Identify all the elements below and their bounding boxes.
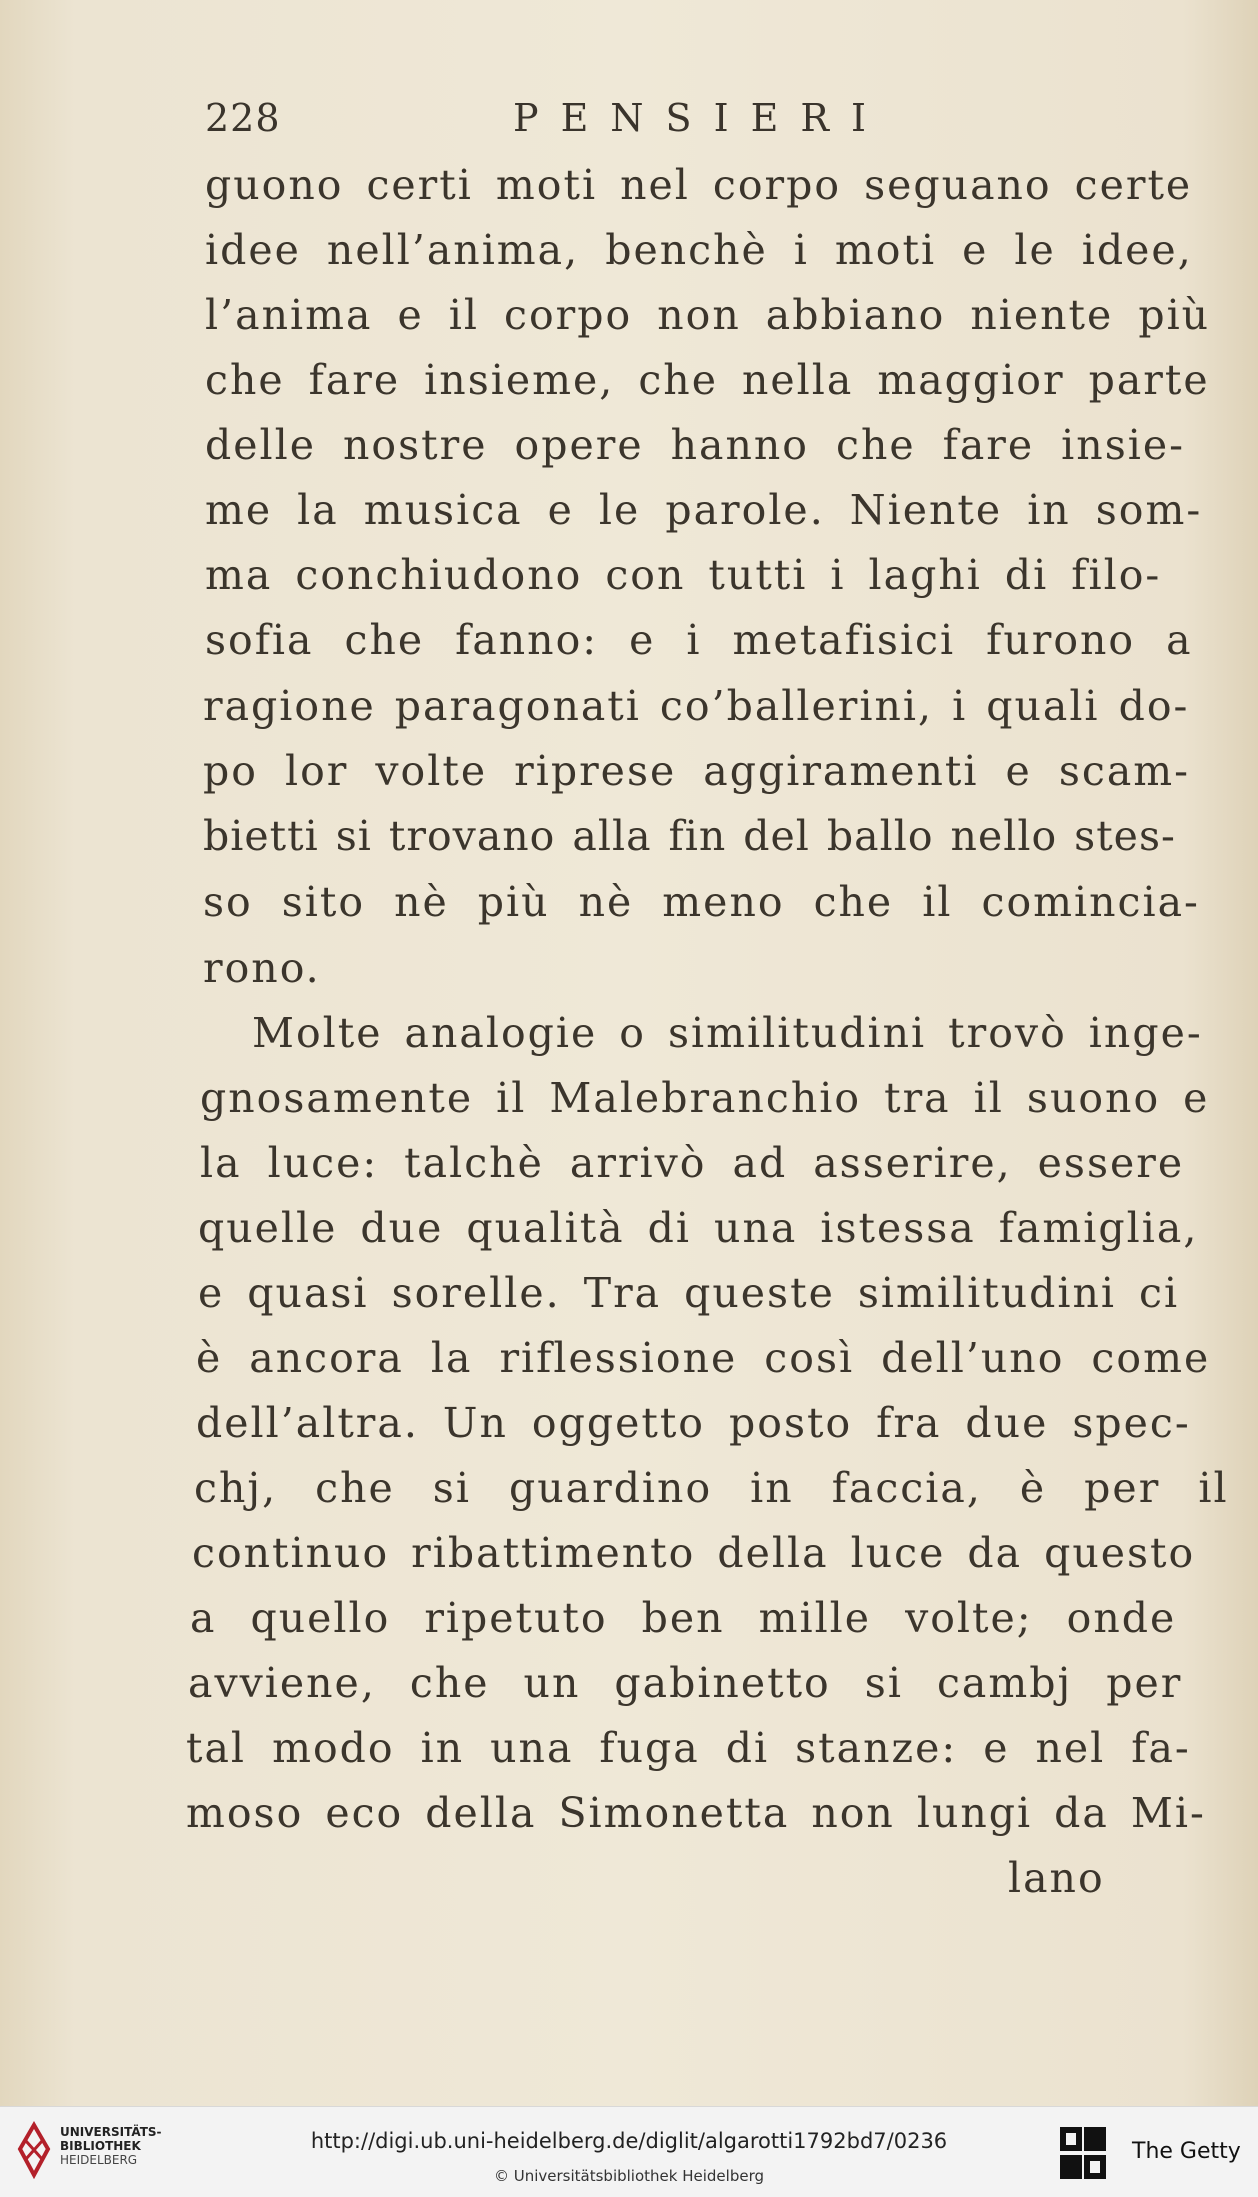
text-line: quelle due qualità di una istessa famiglia,: [198, 1204, 1199, 1252]
footer-bar: [0, 2106, 1258, 2197]
text-line: dell’altra. Un oggetto posto fra due spec-: [196, 1399, 1191, 1447]
text-line: me la musica e le parole. Niente in som-: [205, 486, 1203, 534]
text-line: tal modo in una fuga di stanze: e nel fa-: [186, 1724, 1191, 1772]
text-line: ragione paragonati co’ballerini, i quali do-: [203, 682, 1190, 730]
text-line: bietti si trovano alla fin del ballo nello stes-: [203, 812, 1176, 860]
running-title: PENSIERI: [513, 96, 888, 140]
text-line: guono certi moti nel corpo seguano certe: [205, 161, 1193, 209]
library-line: HEIDELBERG: [60, 2153, 138, 2167]
text-line: gnosamente il Malebranchio tra il suono e: [200, 1074, 1210, 1122]
text-line: po lor volte riprese aggiramenti e scam-: [203, 747, 1191, 795]
permalink-url[interactable]: http://digi.ub.uni-heidelberg.de/diglit/algarotti1792bd7/0236: [310, 2129, 948, 2153]
text-line: a quello ripetuto ben mille volte; onde: [190, 1594, 1177, 1642]
text-line: Molte analogie o similitudini trovò inge-: [252, 1009, 1203, 1057]
text-line: delle nostre opere hanno che fare insie-: [205, 421, 1185, 469]
text-line: chj, che si guardino in faccia, è per il: [194, 1464, 1229, 1512]
page-number: 228: [205, 96, 281, 140]
text-line: avviene, che un gabinetto si cambj per: [188, 1659, 1183, 1707]
text-line: è ancora la riflessione così dell’uno come: [196, 1334, 1211, 1382]
getty-logo-icon: [1058, 2125, 1108, 2181]
library-line: BIBLIOTHEK: [60, 2139, 141, 2153]
text-line: l’anima e il corpo non abbiano niente più: [205, 291, 1211, 339]
text-line: idee nell’anima, benchè i moti e le idee,: [205, 226, 1193, 274]
catchword: lano: [1008, 1854, 1105, 1902]
library-line: UNIVERSITÄTS-: [60, 2125, 162, 2139]
text-line: la luce: talchè arrivò ad asserire, essere: [200, 1139, 1185, 1187]
text-line: e quasi sorelle. Tra queste similitudini ci: [198, 1269, 1180, 1317]
copyright-notice: © Universitätsbibliothek Heidelberg: [493, 2167, 764, 2185]
text-line: continuo ribattimento della luce da questo: [192, 1529, 1196, 1577]
text-line: che fare insieme, che nella maggior parte: [205, 356, 1210, 404]
getty-label: The Getty: [1132, 2139, 1241, 2164]
text-line: ma conchiudono con tutti i laghi di filo-: [205, 551, 1162, 599]
text-line: rono.: [203, 944, 321, 992]
text-line: moso eco della Simonetta non lungi da Mi-: [186, 1789, 1206, 1837]
text-line: sofia che fanno: e i metafisici furono a: [205, 616, 1193, 664]
text-line: so sito nè più nè meno che il comincia-: [203, 878, 1200, 926]
